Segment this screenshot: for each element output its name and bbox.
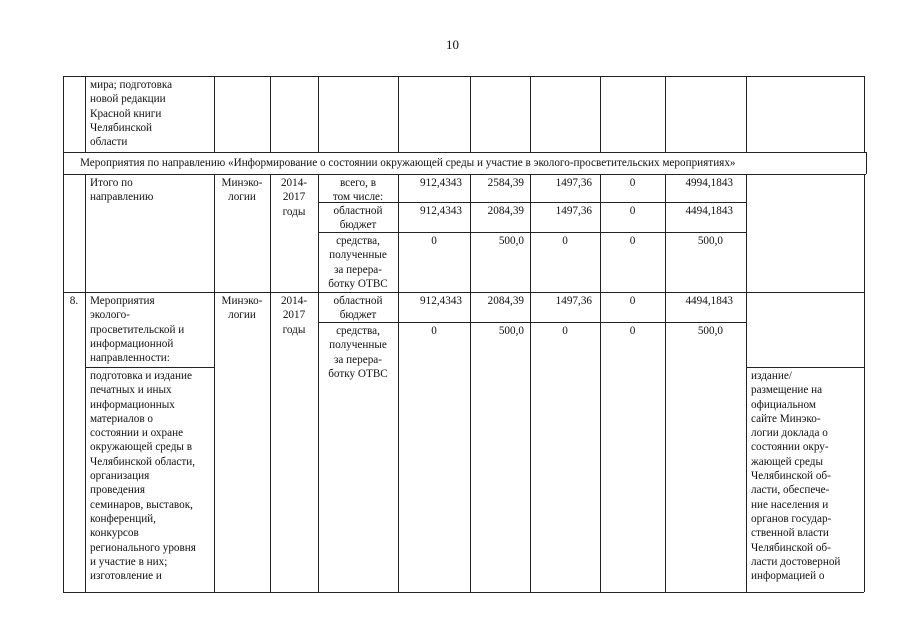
total-r2-v2014: 912,4343 [420, 205, 462, 217]
item8-executor: Минэко- логии [221, 295, 263, 322]
item8-r2-v2017: 0 [629, 325, 636, 337]
item8-r2-v2015: 500,0 [498, 325, 524, 337]
rule-section-top [63, 152, 866, 153]
item8-r1-v2015: 2084,39 [487, 295, 524, 307]
item8-r2-source: средства, полученные за перера- ботку ОТВС [328, 325, 388, 380]
total-r3-total: 500,0 [697, 235, 723, 247]
total-r2-total: 4494,1843 [685, 205, 733, 217]
total-r1-v2016: 1497,36 [555, 177, 592, 189]
col-divider-exec [270, 76, 271, 152]
col-divider-y2016 [600, 76, 601, 152]
total-r1-source: всего, в том числе: [332, 177, 384, 204]
total-r2-v2017: 0 [629, 205, 636, 217]
section-edge-right [866, 152, 867, 174]
section-edge-left [63, 152, 64, 174]
total-r3-v2014: 0 [431, 235, 437, 247]
rule-item8-result-split [746, 367, 864, 368]
col-edge-right [864, 174, 865, 592]
rule-item8-name-split [85, 367, 214, 368]
total-r1-v2014: 912,4343 [420, 177, 462, 189]
total-r3-v2016: 0 [562, 235, 568, 247]
col-edge-right [864, 76, 865, 152]
item8-period: 2014- 2017 годы [280, 295, 308, 336]
item8-name-details: подготовка и издание печатных и иных информационных материалов о состоянии и охране окружающей среды в Челябинской области, организация проведения семинаров, выставок, конференций, конкурсов регионального уровня и участие в них; изготовление и [90, 370, 196, 583]
col-divider-num [85, 76, 86, 152]
item8-r2-v2016: 0 [562, 325, 568, 337]
col-divider-num [85, 174, 86, 592]
item8-r2-total: 500,0 [697, 325, 723, 337]
col-edge-left [63, 76, 64, 152]
total-r2-source: областной бюджет [333, 205, 383, 232]
col-divider-y2017 [665, 76, 666, 152]
total-name: Итого по направлению [90, 177, 154, 204]
total-r3-v2017: 0 [629, 235, 636, 247]
item8-number: 8. [69, 295, 79, 307]
col-divider-y2015 [530, 76, 531, 152]
col-divider-exec [270, 174, 271, 592]
item8-r1-v2017: 0 [629, 295, 636, 307]
total-executor: Минэко- логии [221, 177, 263, 204]
item8-r1-total: 4494,1843 [685, 295, 733, 307]
col-divider-period [318, 76, 319, 152]
rule-bottom [63, 592, 864, 593]
col-divider-name [214, 174, 215, 592]
rule-item8-top [63, 292, 864, 293]
col-divider-source [398, 76, 399, 152]
total-r3-source: средства, полученные за перера- ботку ОТВС [328, 235, 388, 290]
col-divider-y2014 [470, 76, 471, 152]
prev-row-name: мира; подготовка новой редакции Красной книги Челябинской области [90, 79, 173, 149]
total-r1-v2017: 0 [629, 177, 636, 189]
rule-top [63, 76, 864, 77]
item8-r1-v2014: 912,4343 [420, 295, 462, 307]
total-period: 2014- 2017 годы [280, 177, 308, 218]
col-divider-name [214, 76, 215, 152]
total-r1-total: 4994,1843 [685, 177, 733, 189]
item8-r1-v2016: 1497,36 [555, 295, 592, 307]
item8-result: издание/ размещение на официальном сайте Минэко- логии доклада о состоянии окру- жающей среды Челябинской об- ласти, обеспече- ние населения и органов государ- ственной власти Челябинской об- ласти достоверной информацией о [751, 370, 841, 583]
total-r2-v2016: 1497,36 [555, 205, 592, 217]
item8-r1-source: областной бюджет [333, 295, 383, 322]
item8-r2-v2014: 0 [431, 325, 437, 337]
total-r3-v2015: 500,0 [498, 235, 524, 247]
col-divider-total [746, 174, 747, 592]
col-divider-total [746, 76, 747, 152]
section-header: Мероприятия по направлению «Информирование о состоянии окружающей среды и участие в эколого-просветительских мероприятиях» [80, 157, 736, 169]
total-r2-v2015: 2084,39 [487, 205, 524, 217]
item8-name-heading: Мероприятия эколого- просветительской и информационной направленности: [90, 295, 185, 365]
total-r1-v2015: 2584,39 [487, 177, 524, 189]
col-edge-left [63, 174, 64, 592]
page-number: 10 [446, 37, 459, 52]
